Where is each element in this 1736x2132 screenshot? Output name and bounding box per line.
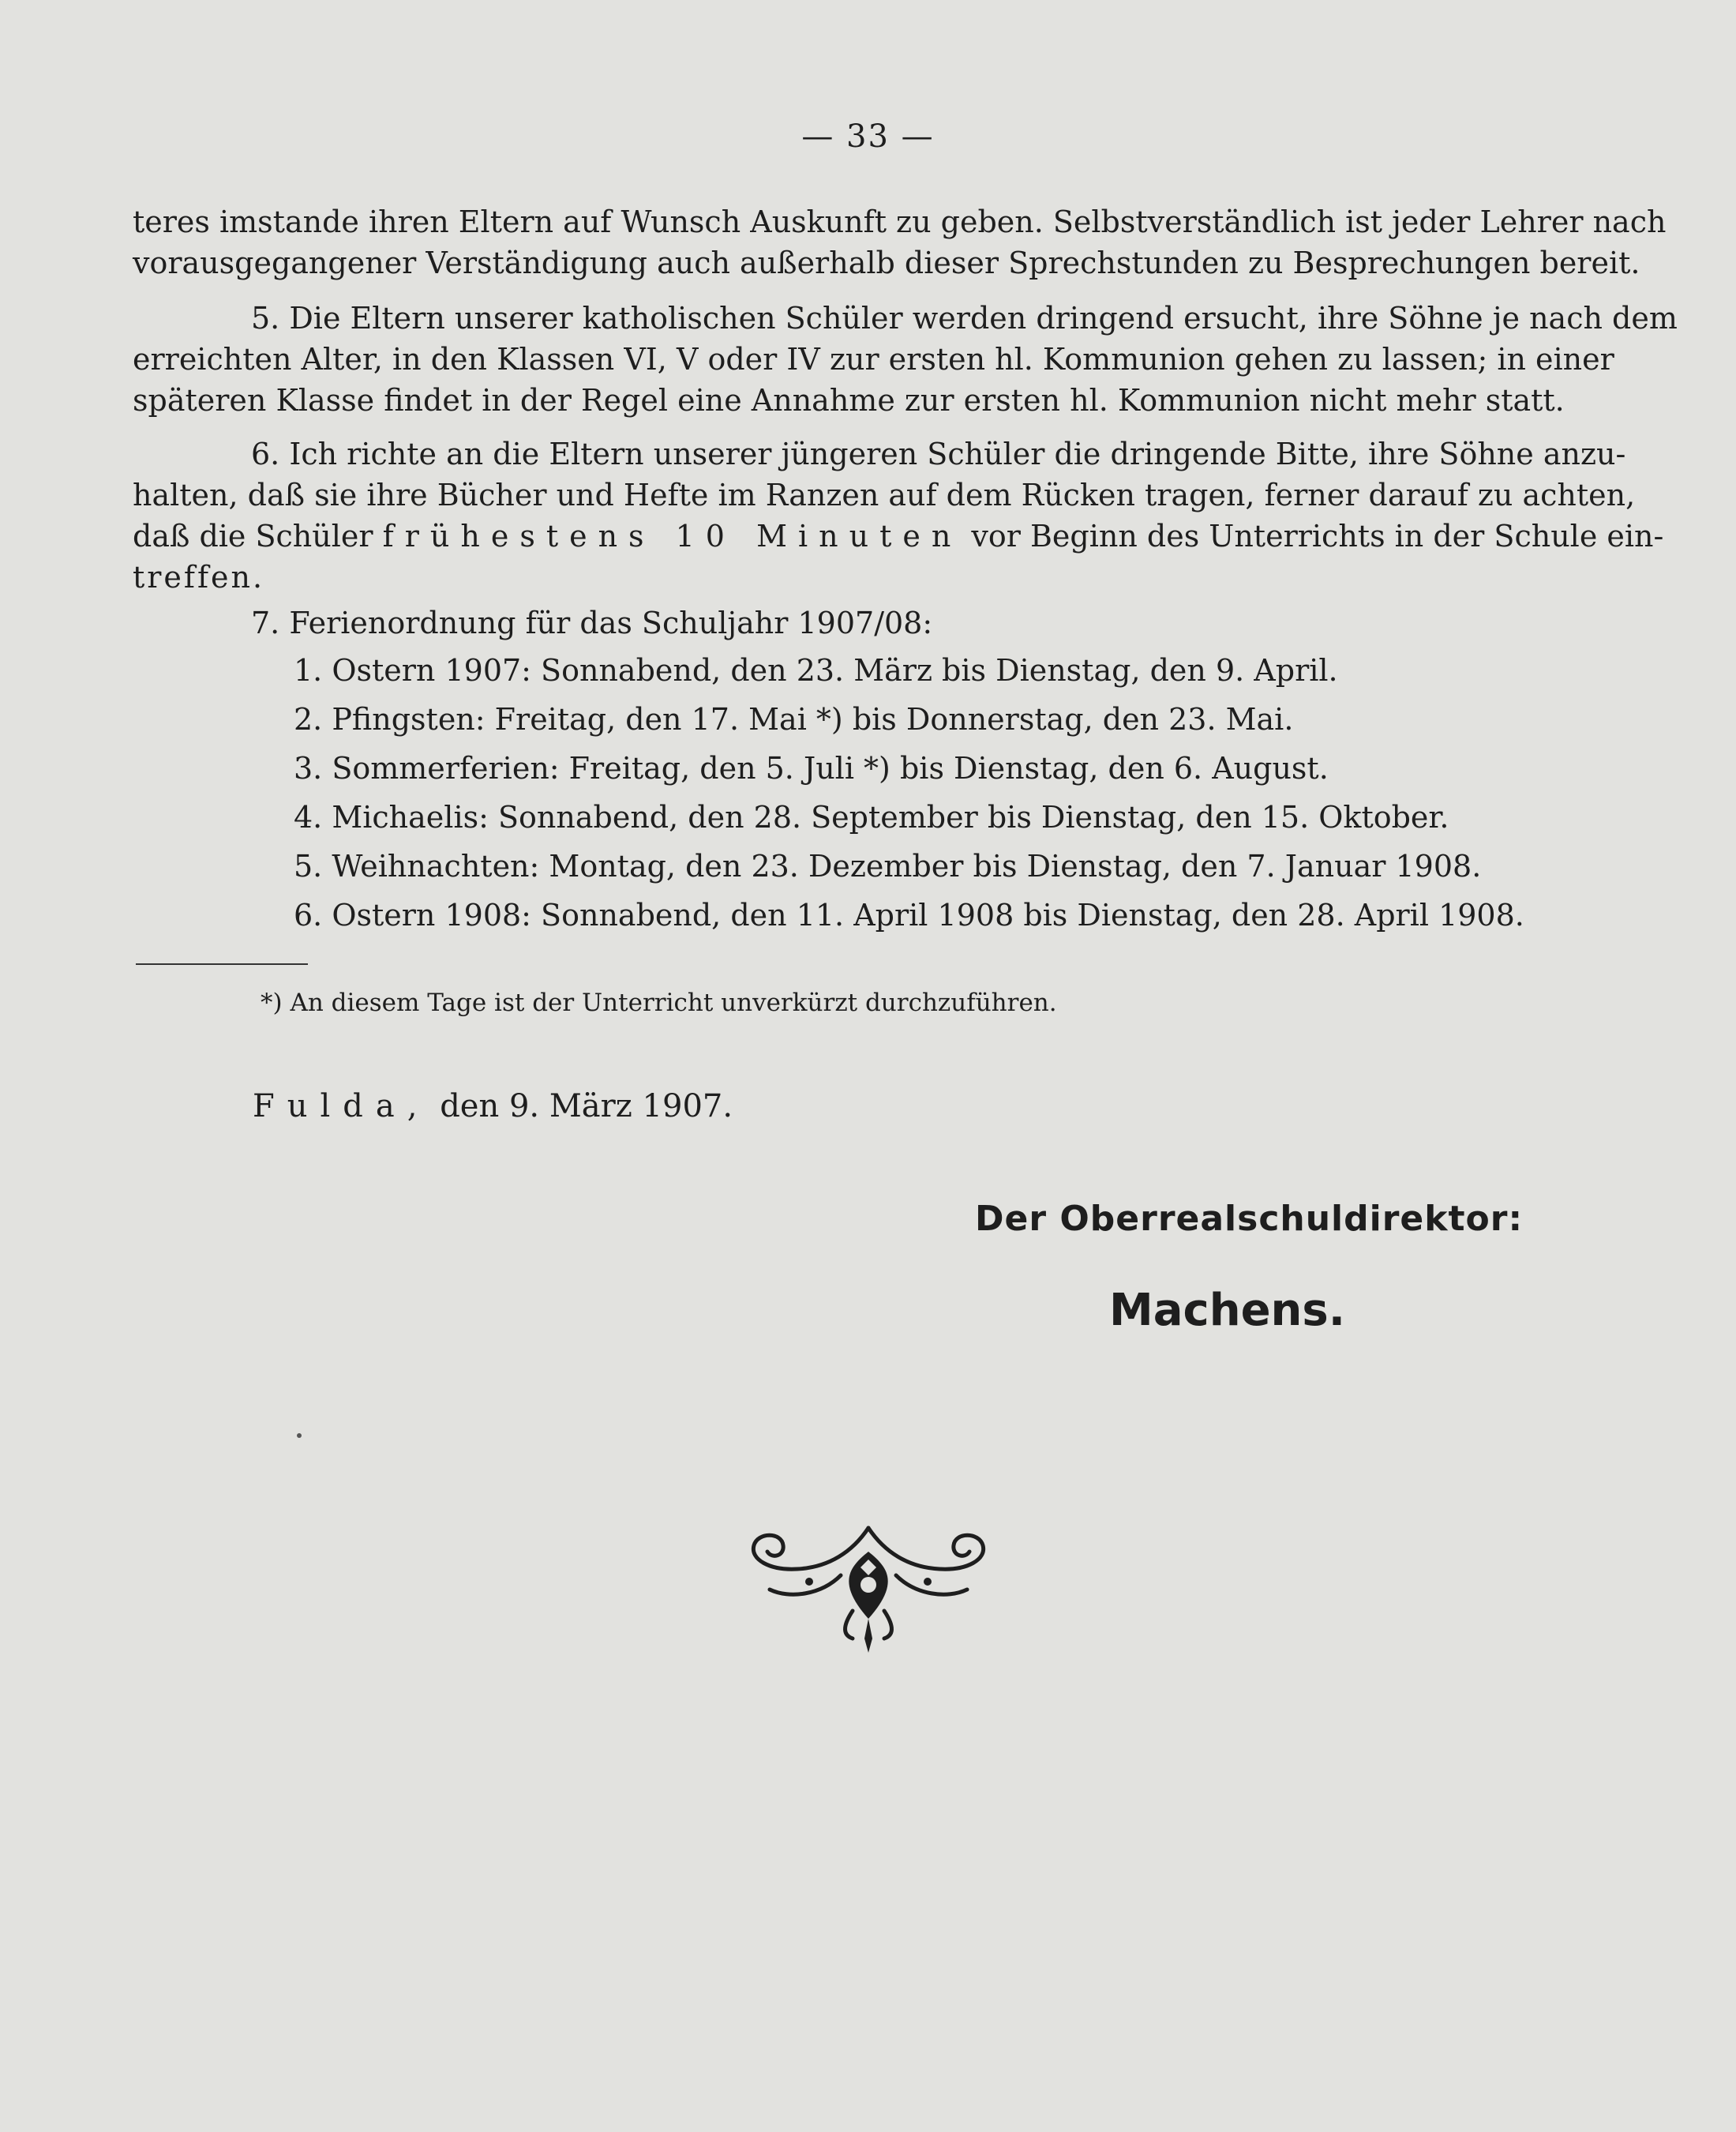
signature-title: Der Oberrealschuldirektor: (975, 1199, 1524, 1239)
paragraph-5-line: erreichten Alter, in den Klassen VI, V oder IV zur ersten hl. Kommunion gehen zu lassen; in einer (133, 342, 1614, 377)
paragraph-6-line (133, 519, 1664, 554)
paragraph-4-line: vorausgegangener Verständigung auch außerhalb dieser Sprechstunden zu Besprechungen bereit. (133, 246, 1640, 280)
paragraph-6-line: halten, daß sie ihre Bücher und Hefte im Ranzen auf dem Rücken tragen, ferner darauf zu achten, (133, 478, 1636, 512)
footnote: *) An diesem Tage ist der Unterricht unverkürzt durchzuführen. (261, 989, 1057, 1017)
emphasized-spaced-text: frühestens 10 Minuten (382, 519, 962, 554)
holiday-item: 3. Sommerferien: Freitag, den 5. Juli *) bis Dienstag, den 6. August. (294, 751, 1329, 786)
holiday-item: 2. Pfingsten: Freitag, den 17. Mai *) bis Donnerstag, den 23. Mai. (294, 702, 1294, 737)
holiday-item: 5. Weihnachten: Montag, den 23. Dezember bis Dienstag, den 7. Januar 1908. (294, 849, 1482, 884)
paragraph-6-line: treffen. (133, 560, 265, 595)
paragraph-6-line3-start: daß die Schüler (133, 519, 373, 554)
dateline (253, 1088, 733, 1124)
print-speck (297, 1433, 302, 1438)
holiday-item: 6. Ostern 1908: Sonnabend, den 11. April 1908 bis Dienstag, den 28. April 1908. (294, 898, 1524, 933)
paragraph-4-line: teres imstande ihren Eltern auf Wunsch Auskunft zu geben. Selbstverständlich ist jeder Lehrer nach (133, 205, 1667, 239)
holiday-item: 4. Michaelis: Sonnabend, den 28. September bis Dienstag, den 15. Oktober. (294, 800, 1449, 835)
dateline-place: Fulda, (253, 1088, 430, 1124)
footnote-divider (136, 963, 308, 965)
paragraph-6-line: 6. Ich richte an die Eltern unserer jüngeren Schüler die dringende Bitte, ihre Söhne anzu- (251, 437, 1626, 471)
ornament-icon (734, 1520, 1003, 1658)
paragraph-5-line: späteren Klasse findet in der Regel eine Annahme zur ersten hl. Kommunion nicht mehr statt. (133, 383, 1565, 418)
paragraph-5-line: 5. Die Eltern unserer katholischen Schüler werden dringend ersucht, ihre Söhne je nach dem (251, 301, 1678, 336)
holiday-item: 1. Ostern 1907: Sonnabend, den 23. März bis Dienstag, den 9. April. (294, 653, 1338, 688)
signature-name: Machens. (1109, 1285, 1346, 1336)
paragraph-6-line3-end: vor Beginn des Unterrichts in der Schule ein- (971, 519, 1664, 554)
page-number: — 33 — (801, 118, 935, 155)
dateline-date: den 9. März 1907. (440, 1088, 733, 1124)
paragraph-7-heading: 7. Ferienordnung für das Schuljahr 1907/08: (251, 606, 933, 640)
